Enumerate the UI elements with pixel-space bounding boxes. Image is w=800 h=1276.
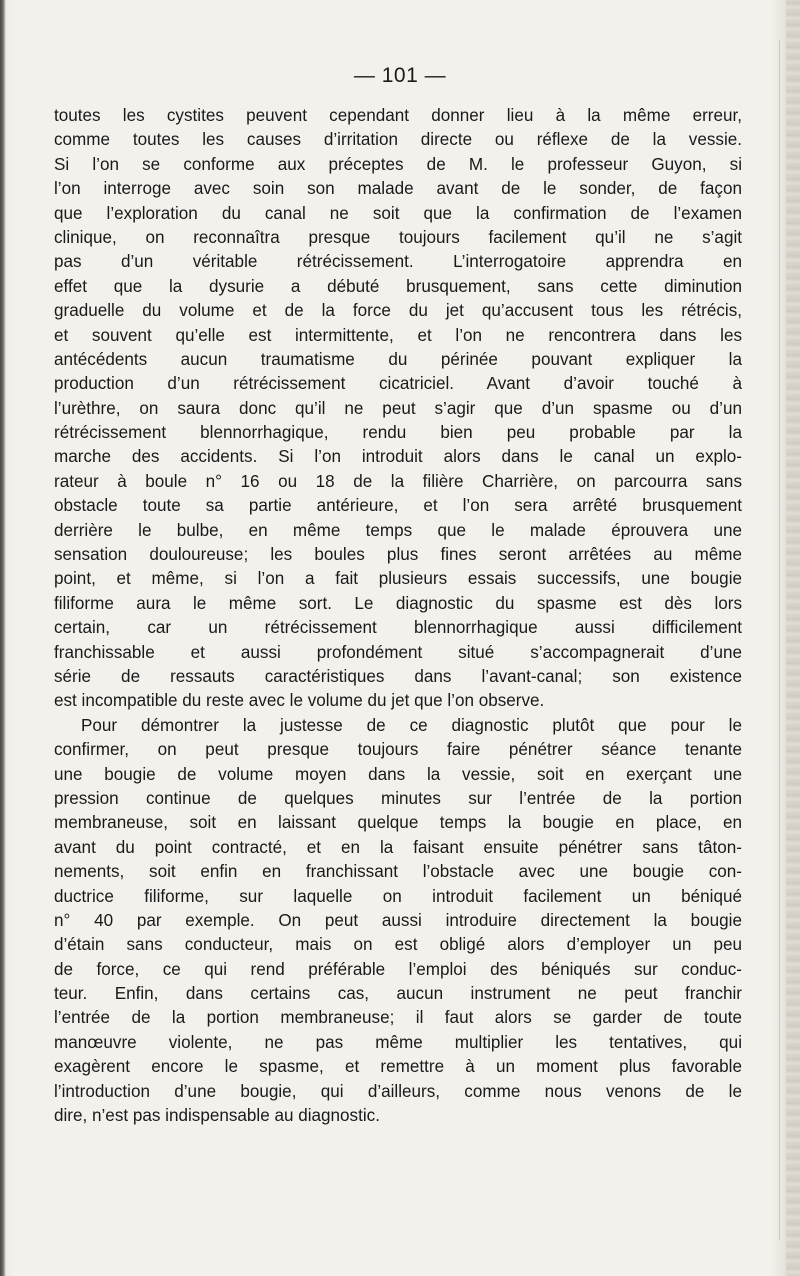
text-line: l’urèthre, on saura donc qu’il ne peut s’agir que d’un spasme ou d’un [54, 398, 742, 418]
page-number: — 101 — [353, 64, 447, 87]
text-line: teur. Enfin, dans certains cas, aucun instrument ne peut franchir [54, 984, 742, 1004]
text-line: clinique, on reconnaîtra presque toujours facilement qu’il ne s’agit [54, 227, 742, 247]
page-binding-shadow [0, 0, 6, 1276]
text-line: derrière le bulbe, en même temps que le malade éprouvera une [54, 520, 742, 540]
text-line: que l’exploration du canal ne soit que la confirmation de l’examen [54, 203, 742, 223]
text-line: marche des accidents. Si l’on introduit alors dans le canal un explo- [54, 447, 742, 467]
text-line: comme toutes les causes d’irritation directe ou réflexe de la vessie. [54, 130, 742, 150]
text-line: ductrice filiforme, sur laquelle on introduit facilement un béniqué [54, 886, 742, 906]
text-line: manœuvre violente, ne pas même multiplier les tentatives, qui [54, 1032, 742, 1052]
text-line: l’on interroge avec soin son malade avant de le sonder, de façon [54, 179, 742, 199]
text-line: franchissable et aussi profondément situé s’accompagnerait d’une [54, 642, 742, 662]
text-line: point, et même, si l’on a fait plusieurs essais successifs, une bougie [54, 569, 742, 589]
text-line: obstacle toute sa partie antérieure, et l’on sera arrêté brusquement [54, 496, 742, 516]
text-line: série de ressauts caractéristiques dans l’avant-canal; son existence [54, 666, 742, 686]
text-line: et souvent qu’elle est intermittente, et l’on ne rencontrera dans les [54, 325, 742, 345]
text-line: sensation douloureuse; les boules plus fines seront arrêtées au même [54, 545, 742, 565]
text-line: toutes les cystites peuvent cependant donner lieu à la même erreur, [54, 106, 742, 125]
text-line: rétrécissement blennorrhagique, rendu bien peu probable par la [54, 423, 742, 443]
text-line: rateur à boule n° 16 ou 18 de la filière Charrière, on parcourra sans [54, 471, 742, 491]
text-line: antécédents aucun traumatisme du périnée pouvant expliquer la [54, 349, 742, 369]
text-line: filiforme aura le même sort. Le diagnostic du spasme est dès lors [54, 593, 742, 613]
text-line: graduelle du volume et de la force du jet qu’accusent tous les rétrécis, [54, 301, 742, 321]
text-line: Pour démontrer la justesse de ce diagnostic plutôt que pour le [81, 715, 742, 735]
text-line: une bougie de volume moyen dans la vessie, soit en exerçant une [54, 764, 742, 784]
text-line: de force, ce qui rend préférable l’emploi des béniqués sur conduc- [54, 959, 742, 979]
text-line: est incompatible du reste avec le volume du jet que l’on observe. [54, 691, 545, 711]
text-line: certain, car un rétrécissement blennorrhagique aussi difficilement [54, 618, 742, 638]
text-line: avant du point contracté, et en la faisant ensuite pénétrer sans tâton- [54, 837, 742, 857]
text-line: nements, soit enfin en franchissant l’obstacle avec une bougie con- [54, 862, 742, 882]
text-line: dire, n’est pas indispensable au diagnostic. [54, 1106, 380, 1126]
text-line: d’étain sans conducteur, mais on est obligé alors d’employer un peu [54, 935, 742, 955]
text-line: n° 40 par exemple. On peut aussi introduire directement la bougie [54, 910, 742, 930]
text-line: pression continue de quelques minutes sur l’entrée de la portion [54, 788, 742, 808]
text-line: Si l’on se conforme aux préceptes de M. le professeur Guyon, si [54, 154, 742, 174]
text-line: l’entrée de la portion membraneuse; il faut alors se garder de toute [54, 1008, 742, 1028]
text-line: l’introduction d’une bougie, qui d’ailleurs, comme nous venons de le [54, 1081, 742, 1101]
text-line: confirmer, on peut presque toujours faire pénétrer séance tenante [54, 740, 742, 760]
text-line: pas d’un véritable rétrécissement. L’interrogatoire apprendra en [54, 252, 742, 272]
text-line: membraneuse, soit en laissant quelque temps la bougie en place, en [54, 813, 742, 833]
text-line: production d’un rétrécissement cicatriciel. Avant d’avoir touché à [54, 374, 742, 394]
body-text [54, 104, 742, 1128]
page-edge-line [779, 40, 780, 1240]
text-line: effet que la dysurie a débuté brusquement, sans cette diminution [54, 276, 742, 296]
page-edge [786, 0, 800, 1276]
text-line: exagèrent encore le spasme, et remettre à un moment plus favorable [54, 1057, 742, 1077]
